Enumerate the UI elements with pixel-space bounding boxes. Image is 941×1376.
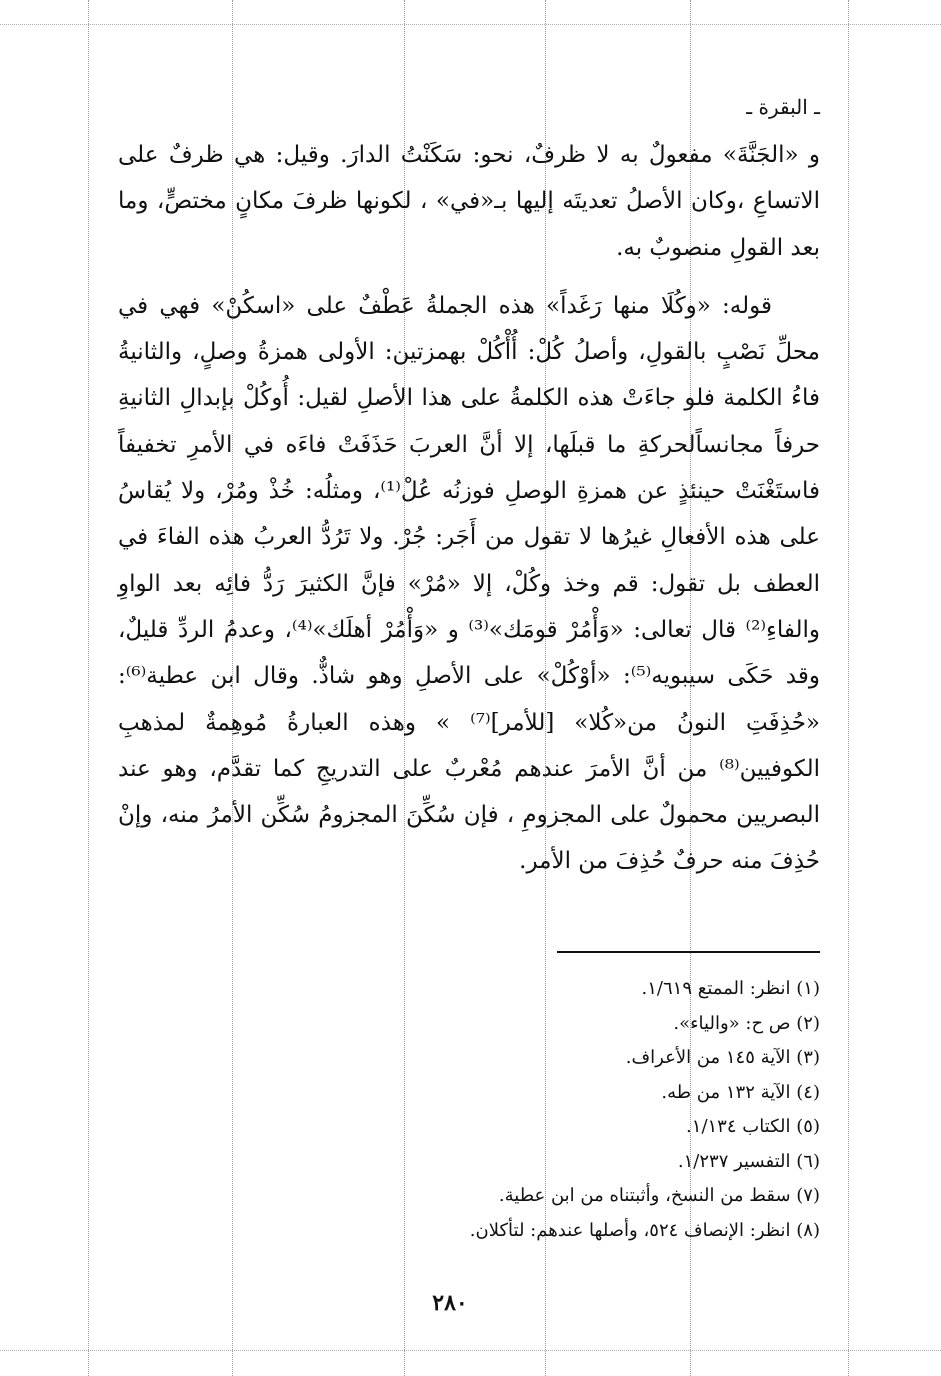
page-number: ٢٨٠	[432, 1290, 468, 1316]
footnote: (٢) ص ح: «والياء».	[673, 1012, 820, 1034]
footnotes-list	[300, 972, 820, 1248]
main-text	[118, 132, 820, 885]
footnote: (٥) الكتاب ١/١٣٤.	[686, 1116, 820, 1137]
scan-guide-line	[0, 1350, 941, 1351]
scan-guide-line	[0, 24, 941, 25]
paragraph: قوله: «وكُلَا منها رَغَداً» هذه الجملةُ عَطْفٌ على «اسكُنْ» فهي في محلِّ نَصْبٍ بالقولِ، وأصلُ كُلْ: أُأْكُلْ بهمزتين: الأولى همزةُ وصلٍ، والثانيةُ فاءُ الكلمة فلو جاءَتْ هذه الكلمةُ على هذا الأصلِ لقيل: أُوكُلْ بإبدالِ الثانيةِ حرفاً مجانساًلحركةِ ما قبلَها، إلا أنَّ العربَ حَذَفَتْ فاءَه في الأمرِ تخفيفاً فاستَغْنَتْ حينئذٍ عن همزةِ الوصلِ فوزنُه عُلْ⁽¹⁾، ومثلُه: خُذْ ومُرْ، ولا يُقاسُ على هذه الأفعالِ غيرُها لا تقول من أَجَر: جُرْ. ولا تَرُدُّ العربُ هذه الفاءَ في العطف بل تقول: قم وخذ وكُلْ، إلا «مُرْ» فإنَّ الكثيرَ رَدُّ فائِه بعد الواوِ والفاءِ⁽²⁾ قال تعالى: «وَأْمُرْ قومَك»⁽³⁾ و «وَأْمُرْ أهلَك»⁽⁴⁾، وعدمُ الردِّ قليلٌ، وقد حَكَى سيبويه⁽⁵⁾: «أوْكُلْ» على الأصلِ وهو شاذٌّ. وقال ابن عطية⁽⁶⁾: «حُذِفَتِ النونُ من«كُلا» [للأمر]⁽⁷⁾ » وهذه العبارةُ مُوهِمةٌ لمذهبِ الكوفيين⁽⁸⁾ من أنَّ الأمرَ عندهم مُعْربٌ على التدريجِ كما تقدَّم، وهو عند البصريين محمولٌ على المجزومِ ، فإن سُكِّنَ المجزومُ سُكِّن الأمرُ منه، وإنْ حُذِفَ منه حرفٌ حُذِفَ من الأمر.	[118, 292, 821, 875]
footnote: (٨) انظر: الإنصاف ٥٢٤، وأصلها عندهم: لتأكلان.	[469, 1219, 820, 1241]
footnote: (٣) الآية ١٤٥ من الأعراف.	[625, 1047, 820, 1068]
scan-guide-line	[88, 0, 89, 1376]
running-header: ـ البقرة ـ	[746, 95, 820, 119]
paragraph: و «الجَنَّةَ» مفعولٌ به لا ظرفٌ، نحو: سَكَنْتُ الدارَ. وقيل: هي ظرفٌ على الاتساعِ ،وكان الأصلُ تعديتَه إليها بـ«في» ، لكونها ظرفَ مكانٍ مختصٍّ، وما بعد القولِ منصوبٌ به.	[118, 142, 820, 261]
scan-guide-line	[848, 0, 849, 1376]
footnote: (٤) الآية ١٣٢ من طه.	[661, 1081, 820, 1103]
footnote: (٦) التفسير ١/٢٣٧.	[677, 1150, 820, 1172]
footnote: (١) انظر: الممتع ١/٦١٩.	[641, 978, 820, 999]
footnote: (٧) سقط من النسخ، وأثبتناه من ابن عطية.	[498, 1185, 820, 1206]
footnote-separator	[557, 951, 820, 953]
